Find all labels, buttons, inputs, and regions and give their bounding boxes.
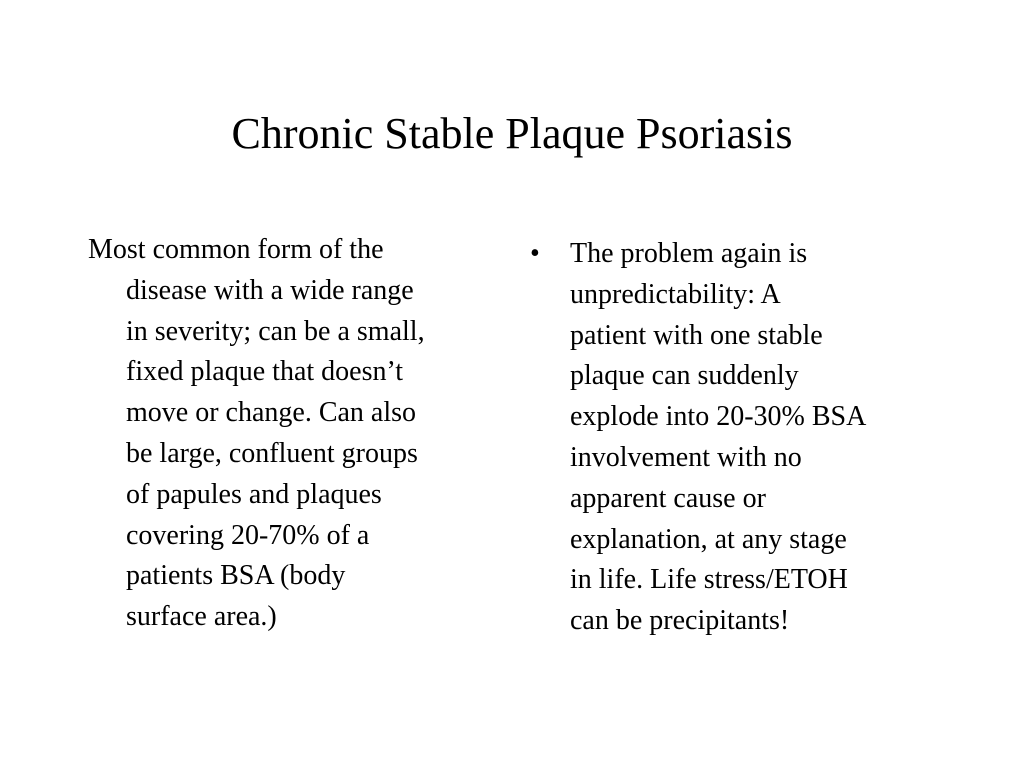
left-text-line: surface area.) bbox=[126, 601, 277, 633]
left-text-block bbox=[88, 230, 508, 638]
right-text-line: unpredictability: A bbox=[570, 278, 781, 310]
bullet-text bbox=[570, 234, 950, 642]
left-text-line: Most common form of the bbox=[88, 234, 384, 265]
left-text-line: covering 20-70% of a bbox=[126, 519, 370, 551]
right-text-line: apparent cause or bbox=[570, 482, 766, 514]
bullet-icon: • bbox=[530, 238, 540, 269]
left-text-line: fixed plaque that doesn’t bbox=[126, 356, 404, 388]
slide-title: Chronic Stable Plaque Psoriasis bbox=[231, 109, 793, 158]
left-text-line: disease with a wide range bbox=[126, 274, 414, 306]
right-text-line: plaque can suddenly bbox=[570, 360, 799, 392]
left-text-line: in severity; can be a small, bbox=[126, 315, 425, 347]
right-text-line: patient with one stable bbox=[570, 319, 823, 351]
right-text-line: in life. Life stress/ETOH bbox=[570, 564, 848, 596]
left-text-line: patients BSA (body bbox=[126, 560, 346, 592]
right-text-line: involvement with no bbox=[570, 441, 802, 473]
left-text-line: be large, confluent groups bbox=[126, 437, 418, 469]
right-text-line: The problem again is bbox=[570, 238, 808, 269]
right-text-line: can be precipitants! bbox=[570, 605, 790, 637]
left-text-line: of papules and plaques bbox=[126, 478, 382, 510]
left-text-line: move or change. Can also bbox=[126, 397, 417, 429]
right-text-line: explode into 20-30% BSA bbox=[570, 401, 867, 433]
right-text-line: explanation, at any stage bbox=[570, 523, 847, 555]
